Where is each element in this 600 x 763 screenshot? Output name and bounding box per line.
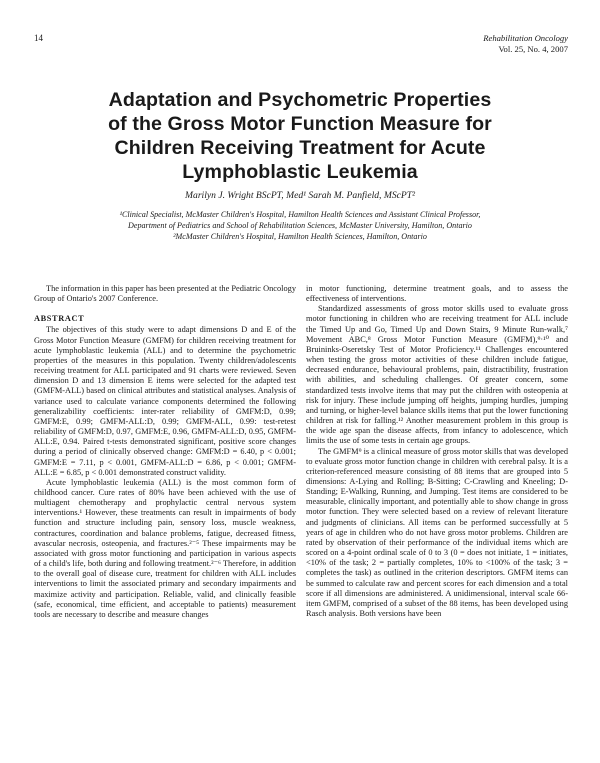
journal-header [483, 33, 568, 55]
right-column [306, 284, 568, 619]
continued-paragraph: in motor functioning, determine treatment goals, and to assess the effectiveness of interventions. [306, 284, 568, 304]
assessments-paragraph: Standardized assessments of gross motor skills used to evaluate gross motor functioning in children who are receiving treatment for ALL include the Timed Up and Go, Timed Up and Down Stairs, 9 Minute Run-walk,⁷ Movement ABC,⁸ Gross Motor Function Measure (GMFM),⁹·¹⁰ and Bruininks-Oseretsky Test of Motor Proficiency.¹¹ Challenges encountered when testing the gross motor activities of these children include fatigue, decreased endurance, behavioural problems, pain, distractibility, frustration with abilities, and scheduling challenges. Of greater concern, some standardized tests involve items that may put the children with osteopenia at risk for injury. These include jumping off heights, jumping hurdles, jumping and turning, or higher-level balance skills items that put the lower functioning children at risk for falling.¹² Another measurement problem in this group is the wide age span the disease affects, from infancy to adolescence, which limits the use of some tests in certain age groups. [306, 304, 568, 446]
title-line-1: Adaptation and Psychometric Properties [108, 89, 492, 111]
journal-name: Rehabilitation Oncology [483, 33, 568, 43]
article-title [40, 88, 560, 184]
title-line-2: of the Gross Motor Function Measure for [108, 113, 492, 135]
abstract-text: The objectives of this study were to adapt dimensions D and E of the Gross Motor Function Measure (GMFM) for children receiving treatment for acute lymphoblastic leukemia (ALL) and to determine the psychometric properties of the measures in this population. Twenty children/adolescents receiving treatment for ALL participated and 91 charts were reviewed. Seven dimension D and 13 dimension E items were selected for the adapted test (GMFM-ALL) based on clinical attributes and statistical analyses. Analysis of variance used to calculate variance components determined the following generalizability coefficients: inter-rater reliability of GMFM:D, 0.99; GMFM:E, 0.99; GMFM-ALL:D, 0.99; GMFM-ALL, 0.99: test-retest reliability of GMFM:D, 0.97, GMFM:E, 0.96, GMFM-ALL:D, 0.95, GMFM-ALL:E, 0.94. Paired t-tests demonstrated significant, positive score changes during a period of clinically observed change: GMFM:D = 6.40, p < 0.001; GMFM:E = 7.11, p < 0.001, GMFM-ALL:D = 6.86, p < 0.001; GMFM-ALL:E = 6.85, p < 0.001 demonstrated construct validity. [34, 325, 296, 477]
title-line-3: Children Receiving Treatment for Acute [114, 137, 486, 159]
left-column [34, 284, 296, 620]
page-number: 14 [34, 33, 43, 43]
gmfm-paragraph: The GMFM⁹ is a clinical measure of gross motor skills that was developed to evaluate gross motor function change in children with cerebral palsy. It is a criterion-referenced measure consisting of 88 items that are grouped into 5 dimensions: A-Lying and Rolling; B-Sitting; C-Crawling and Kneeling; D-Standing; E-Walking, Running, and Jumping. Test items are considered to be measurable, clinically important, and potentially able to show change in gross motor function. They were selected based on a review of relevant literature and judgments of clinicians. All items can be performed successfully at 5 years of age in children who do not have gross motor problems. Children are rated by observation of their performance of the individual items which are scored on a 4-point ordinal scale of 0 to 3 (0 = does not initiate, 1 = initiates, <10% of the task; 2 = partially completes, 10% to <100% of the task; 3 = completes the task) as outlined in the criterion descriptors. GMFM items can be summed to calculate raw and percent scores for each dimension and a total score if all dimensions are administered. A unidimensional, interval scale 66-item GMFM, comprised of a subset of the 88 items, has been developed using Rasch analysis. Both versions have been [306, 446, 568, 618]
affiliation-3: ²McMaster Children's Hospital, Hamilton Health Sciences, Hamilton, Ontario [173, 232, 427, 241]
title-line-4: Lymphoblastic Leukemia [182, 161, 418, 183]
affiliation-2: Department of Pediatrics and School of Rehabilitation Sciences, McMaster University, Hamilton, Ontario [128, 221, 472, 230]
volume-issue: Vol. 25, No. 4, 2007 [498, 44, 568, 54]
intro-paragraph: Acute lymphoblastic leukemia (ALL) is the most common form of childhood cancer. Cure rates of 80% have been achieved with the use of multiagent chemotherapy and prophylactic central nervous system interventions.¹ However, these treatments can result in impairments of body function and structure including pain, sensory loss, muscle weakness, contractures, coordination and balance problems, fatigue, decreased fitness, avascular necrosis, osteopenia, and fractures.²⁻⁵ These impairments may be associated with gross motor functioning and participation in various aspects of a child's life, both during and following treatment.²⁻⁶ Therefore, in addition to the overall goal of disease cure, treatment for children with ALL includes interventions to limit the associated primary and secondary impairments and maximize activity and participation. Reliable, valid, and clinically feasible (safe, economical, time efficient, and acceptable to patients) measurement tools are necessary to describe and measure changes [34, 477, 296, 619]
authors-line: Marilyn J. Wright BScPT, Med¹ Sarah M. Panfield, MScPT² [185, 190, 415, 201]
abstract-heading: ABSTRACT [34, 314, 85, 324]
affiliation-1: ¹Clinical Specialist, McMaster Children's Hospital, Hamilton Health Sciences and Assistant Clinical Professor, [119, 210, 481, 219]
presentation-note: The information in this paper has been presented at the Pediatric Oncology Group of Ontario's 2007 Conference. [34, 284, 297, 304]
affiliations [40, 209, 560, 242]
